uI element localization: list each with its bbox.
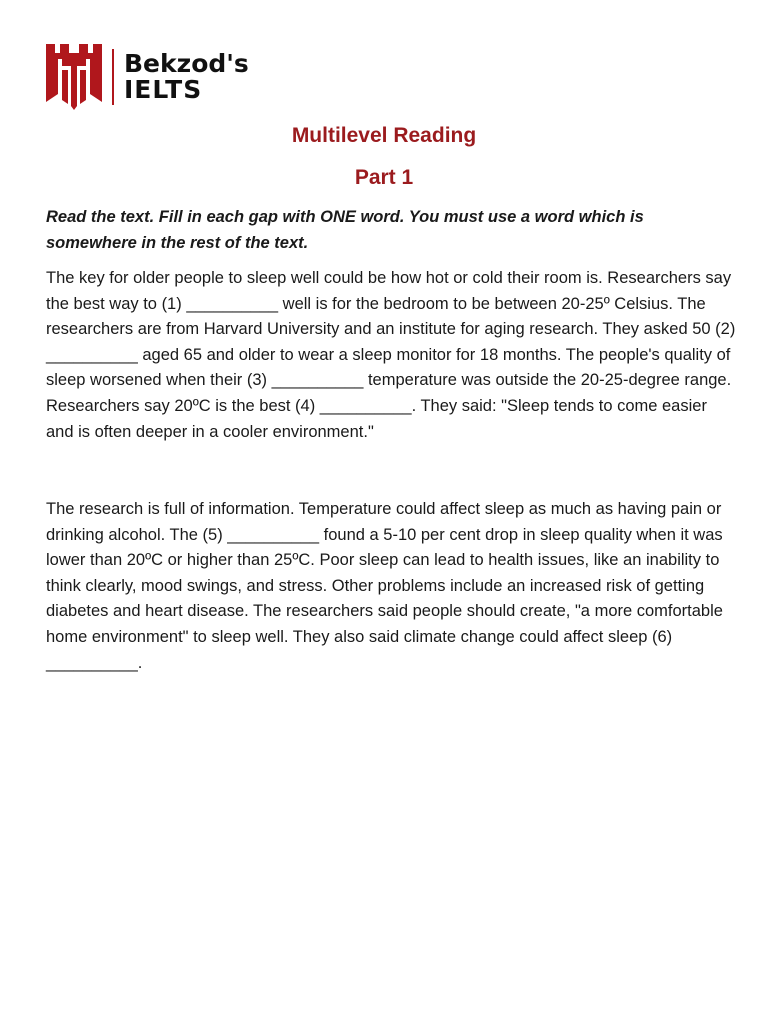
reading-paragraph-2: The research is full of information. Temperature could affect sleep as much as having pain or drinking alcohol. The (5) __________ found a 5-10 per cent drop in sleep quality when it was lower than 20ºC or higher than 25ºC. Poor sleep can lead to health issues, like an inability to think clearly, mood swings, and stress. Other problems include an increased risk of getting diabetes and heart disease. The researchers said people should create, "a more comfortable home environment" to sleep well. They also said climate change could affect sleep (6) __________. (46, 500, 723, 672)
brand-name: Bekzod's (124, 49, 249, 78)
brand-logo (44, 42, 249, 112)
brand-subname: IELTS (124, 75, 203, 104)
logo-divider (112, 49, 114, 105)
task-instructions: Read the text. Fill in each gap with ONE word. You must use a word which is somewhere in the rest of the text. (46, 208, 644, 252)
brand-wordmark (124, 51, 249, 103)
document-subtitle: Part 1 (354, 166, 414, 189)
castle-tower-icon (44, 42, 104, 112)
document-title: Multilevel Reading (291, 124, 477, 147)
reading-paragraph-1: The key for older people to sleep well could be how hot or cold their room is. Researchers say the best way to (1) __________ well is for the bedroom to be between 20-25º Celsius. The researchers are from Harvard University and an institute for aging research. They asked 50 (2) __________ aged 65 and older to wear a sleep monitor for 18 months. The people's quality of sleep worsened when their (3) __________ temperature was outside the 20-25-degree range. Researchers say 20ºC is the best (4) __________. They said: "Sleep tends to come easier and is often deeper in a cooler environment." (46, 269, 736, 441)
